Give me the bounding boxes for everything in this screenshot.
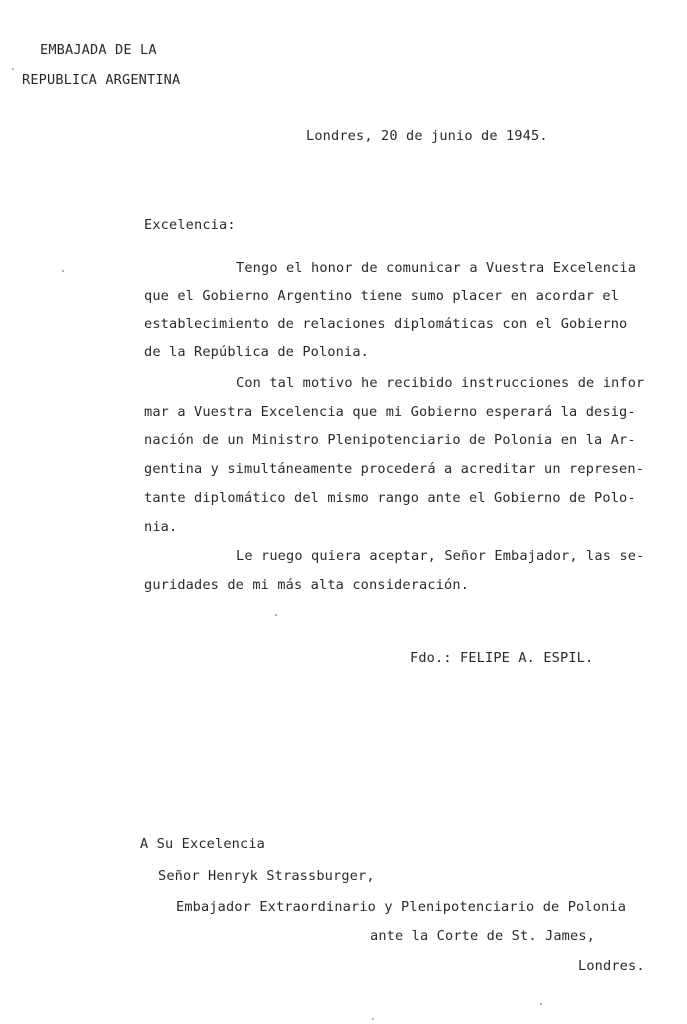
body-line: Le ruego quiera aceptar, Señor Embajador, las se- bbox=[236, 548, 645, 564]
body-line: Tengo el honor de comunicar a Vuestra Excelencia bbox=[236, 260, 637, 276]
body-line: que el Gobierno Argentino tiene sumo placer en acordar el bbox=[144, 288, 620, 304]
address-line: Señor Henryk Strassburger, bbox=[158, 868, 375, 884]
body-line: de la República de Polonia. bbox=[144, 344, 370, 360]
paper-speck bbox=[12, 68, 14, 70]
body-line: tante diplomático del mismo rango ante el Gobierno de Polo- bbox=[144, 490, 636, 506]
signature: Fdo.: FELIPE A. ESPIL. bbox=[410, 650, 594, 666]
address-line: A Su Excelencia bbox=[140, 836, 266, 852]
body-line: gentina y simultáneamente procederá a acreditar un represen- bbox=[144, 461, 645, 477]
paper-speck bbox=[540, 1003, 542, 1005]
body-line: nia. bbox=[144, 519, 178, 535]
body-line: establecimiento de relaciones diplomáticas con el Gobierno bbox=[144, 316, 628, 332]
body-line: nación de un Ministro Plenipotenciario de Polonia en la Ar- bbox=[144, 432, 636, 448]
address-line: Londres. bbox=[578, 958, 645, 974]
letter-date: Londres, 20 de junio de 1945. bbox=[306, 128, 548, 144]
letterhead-line-2: REPUBLICA ARGENTINA bbox=[22, 72, 181, 88]
body-line: guridades de mi más alta consideración. bbox=[144, 577, 470, 593]
paper-speck bbox=[275, 614, 277, 616]
paper-speck bbox=[372, 1018, 374, 1020]
body-line: mar a Vuestra Excelencia que mi Gobierno esperará la desig- bbox=[144, 404, 636, 420]
address-line: ante la Corte de St. James, bbox=[370, 928, 596, 944]
salutation: Excelencia: bbox=[144, 217, 236, 233]
address-line: Embajador Extraordinario y Plenipotenciario de Polonia bbox=[176, 899, 627, 915]
body-line: Con tal motivo he recibido instrucciones de infor bbox=[236, 375, 645, 391]
letterhead-line-1: EMBAJADA DE LA bbox=[40, 42, 157, 58]
paper-speck bbox=[62, 270, 64, 272]
